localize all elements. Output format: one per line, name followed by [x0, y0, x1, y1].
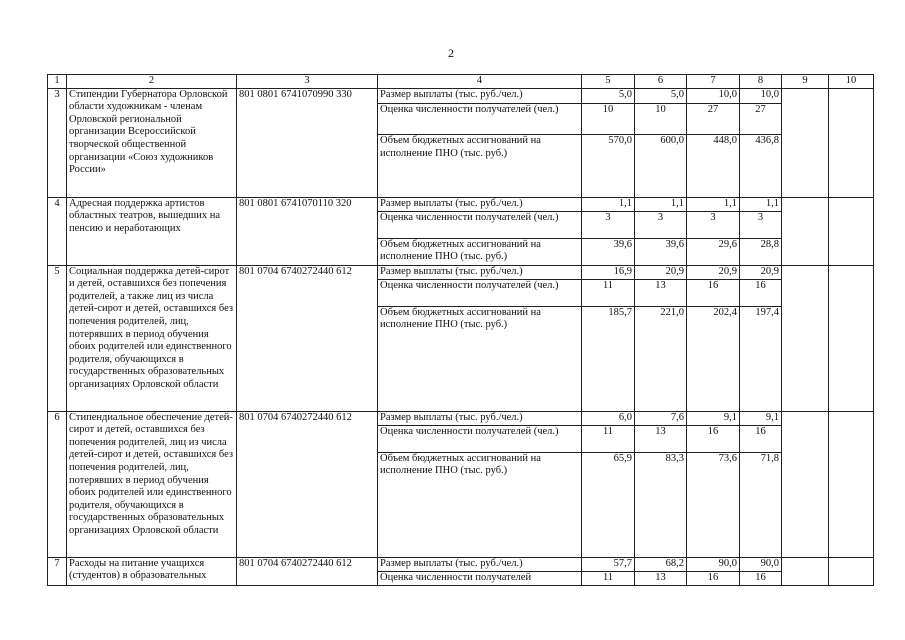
value-cell: 6,0	[582, 411, 635, 425]
value-cell: 3	[740, 211, 782, 238]
header-cell: 7	[687, 75, 740, 89]
value-cell: 9,1	[740, 411, 782, 425]
value-cell: 5,0	[635, 88, 687, 104]
row-number: 6	[48, 411, 67, 557]
value-cell: 27	[687, 104, 740, 135]
data-table	[47, 74, 874, 586]
value-cell: 3	[582, 211, 635, 238]
value-cell: 28,8	[740, 238, 782, 265]
empty-cell	[829, 411, 874, 557]
value-cell: 16	[687, 279, 740, 306]
row-number: 5	[48, 265, 67, 411]
value-cell: 16	[687, 571, 740, 585]
table-row	[48, 411, 874, 425]
empty-cell	[782, 411, 829, 557]
value-cell: 197,4	[740, 306, 782, 411]
value-cell: 10,0	[687, 88, 740, 104]
value-cell: 13	[635, 425, 687, 452]
page-number: 2	[448, 46, 454, 60]
value-cell: 13	[635, 571, 687, 585]
value-cell: 11	[582, 279, 635, 306]
header-cell: 10	[829, 75, 874, 89]
value-cell: 7,6	[635, 411, 687, 425]
indicator-label: Оценка численности получателей	[378, 571, 582, 585]
value-cell: 185,7	[582, 306, 635, 411]
value-cell: 73,6	[687, 452, 740, 557]
header-cell: 1	[48, 75, 67, 89]
value-cell: 29,6	[687, 238, 740, 265]
row-name: Социальная поддержка детей-сирот и детей, оставшихся без попечения родителей, а также лиц из числа детей-сирот и детей, оставшихся без попечения родителей, лиц, потерявших в период обучения обоих родителей или единственного родителя, обучающихся в государственных образовательных организациях Орловской области	[67, 265, 237, 411]
empty-cell	[829, 265, 874, 411]
indicator-label: Объем бюджетных ассигнований на исполнение ПНО (тыс. руб.)	[378, 238, 582, 265]
indicator-label: Объем бюджетных ассигнований на исполнение ПНО (тыс. руб.)	[378, 452, 582, 557]
row-code: 801 0704 6740272440 612	[237, 265, 378, 411]
value-cell: 71,8	[740, 452, 782, 557]
value-cell: 39,6	[582, 238, 635, 265]
value-cell: 10	[582, 104, 635, 135]
header-cell: 4	[378, 75, 582, 89]
row-code: 801 0801 6741070990 330	[237, 88, 378, 197]
empty-cell	[782, 197, 829, 265]
table-row	[48, 557, 874, 571]
indicator-label: Оценка численности получателей (чел.)	[378, 211, 582, 238]
value-cell: 68,2	[635, 557, 687, 571]
row-name: Стипендиальное обеспечение детей-сирот и детей, оставшихся без попечения родителей, лиц из числа детей-сирот и детей, оставшихся без попечения родителей, лиц, потерявших в период обучения обоих родителей или единственного родителя, обучающихся в государственных образовательных организациях Орловской области	[67, 411, 237, 557]
value-cell: 27	[740, 104, 782, 135]
value-cell: 5,0	[582, 88, 635, 104]
empty-cell	[829, 197, 874, 265]
indicator-label: Объем бюджетных ассигнований на исполнение ПНО (тыс. руб.)	[378, 306, 582, 411]
row-code: 801 0704 6740272440 612	[237, 411, 378, 557]
value-cell: 90,0	[740, 557, 782, 571]
indicator-label: Размер выплаты (тыс. руб./чел.)	[378, 557, 582, 571]
value-cell: 90,0	[687, 557, 740, 571]
value-cell: 57,7	[582, 557, 635, 571]
indicator-label: Оценка численности получателей (чел.)	[378, 425, 582, 452]
value-cell: 570,0	[582, 135, 635, 197]
row-name: Стипендии Губернатора Орловской области художникам - членам Орловской региональной организации Всероссийской творческой общественной организации «Союз художников России»	[67, 88, 237, 197]
row-code: 801 0704 6740272440 612	[237, 557, 378, 585]
value-cell: 16	[740, 571, 782, 585]
row-code: 801 0801 6741070110 320	[237, 197, 378, 265]
value-cell: 436,8	[740, 135, 782, 197]
header-cell: 9	[782, 75, 829, 89]
row-name: Расходы на питание учащихся (студентов) в образовательных	[67, 557, 237, 585]
value-cell: 65,9	[582, 452, 635, 557]
header-row	[48, 75, 874, 89]
empty-cell	[782, 557, 829, 585]
header-cell: 2	[67, 75, 237, 89]
value-cell: 1,1	[740, 197, 782, 211]
empty-cell	[829, 557, 874, 585]
value-cell: 13	[635, 279, 687, 306]
empty-cell	[782, 88, 829, 197]
table-row	[48, 88, 874, 104]
row-number: 7	[48, 557, 67, 585]
value-cell: 1,1	[687, 197, 740, 211]
value-cell: 9,1	[687, 411, 740, 425]
value-cell: 16	[687, 425, 740, 452]
indicator-label: Оценка численности получателей (чел.)	[378, 104, 582, 135]
value-cell: 11	[582, 571, 635, 585]
table-row	[48, 197, 874, 211]
header-cell: 8	[740, 75, 782, 89]
empty-cell	[782, 265, 829, 411]
indicator-label: Оценка численности получателей (чел.)	[378, 279, 582, 306]
value-cell: 3	[635, 211, 687, 238]
indicator-label: Размер выплаты (тыс. руб./чел.)	[378, 265, 582, 279]
header-cell: 6	[635, 75, 687, 89]
value-cell: 16	[740, 279, 782, 306]
indicator-label: Размер выплаты (тыс. руб./чел.)	[378, 197, 582, 211]
indicator-label: Размер выплаты (тыс. руб./чел.)	[378, 411, 582, 425]
value-cell: 20,9	[687, 265, 740, 279]
value-cell: 83,3	[635, 452, 687, 557]
empty-cell	[829, 88, 874, 197]
value-cell: 20,9	[740, 265, 782, 279]
table-row	[48, 265, 874, 279]
value-cell: 10,0	[740, 88, 782, 104]
row-number: 4	[48, 197, 67, 265]
value-cell: 202,4	[687, 306, 740, 411]
value-cell: 20,9	[635, 265, 687, 279]
indicator-label: Объем бюджетных ассигнований на исполнение ПНО (тыс. руб.)	[378, 135, 582, 197]
header-cell: 5	[582, 75, 635, 89]
value-cell: 448,0	[687, 135, 740, 197]
value-cell: 16,9	[582, 265, 635, 279]
value-cell: 221,0	[635, 306, 687, 411]
value-cell: 1,1	[582, 197, 635, 211]
header-cell: 3	[237, 75, 378, 89]
indicator-label: Размер выплаты (тыс. руб./чел.)	[378, 88, 582, 104]
value-cell: 11	[582, 425, 635, 452]
row-name: Адресная поддержка артистов областных театров, вышедших на пенсию и неработающих	[67, 197, 237, 265]
value-cell: 10	[635, 104, 687, 135]
value-cell: 16	[740, 425, 782, 452]
value-cell: 39,6	[635, 238, 687, 265]
value-cell: 3	[687, 211, 740, 238]
value-cell: 600,0	[635, 135, 687, 197]
row-number: 3	[48, 88, 67, 197]
value-cell: 1,1	[635, 197, 687, 211]
